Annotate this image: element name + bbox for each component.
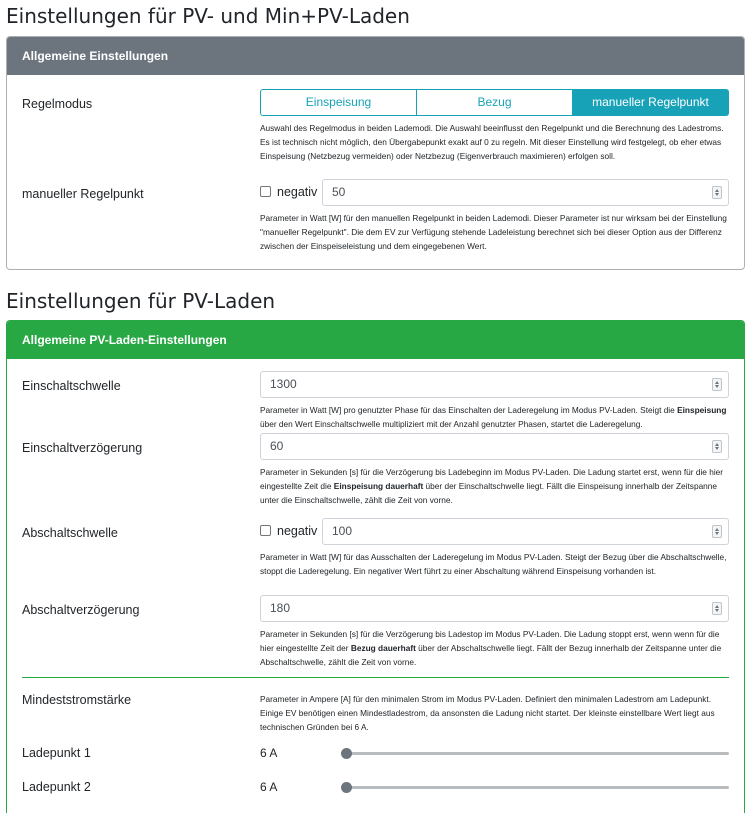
manueller-regelpunkt-negativ[interactable] [260, 179, 317, 206]
mindeststromstaerke-label: Mindeststromstärke [22, 693, 132, 707]
regelmodus-bezug-button[interactable]: Bezug [417, 89, 573, 116]
mindeststromstaerke-row [22, 690, 729, 740]
ladepunkt-1-row [22, 743, 729, 763]
abschaltverzoegerung-row [22, 595, 729, 675]
manueller-regelpunkt-row [22, 179, 729, 259]
manueller-regelpunkt-label: manueller Regelpunkt [22, 187, 144, 201]
einschaltverzoegerung-row [22, 433, 729, 513]
abschaltverzoegerung-help: Parameter in Sekunden [s] für die Verzögerung bis Ladestop im Modus PV-Laden. Die Ladung stoppt erst, wenn wenn für die hier eingestellte Zeit der Bezug dauerhaft über der Abschaltschwelle liegt. Fällt der Bezug innerhalb der Zeitspanne unter die Abschaltschwelle, zählt die Zeit von vorne. [260, 629, 722, 667]
ladepunkt-2-value: 6 A [260, 780, 278, 794]
manueller-regelpunkt-value: 50 [332, 185, 346, 199]
ladepunkt-1-value: 6 A [260, 746, 278, 760]
pv-settings-card [6, 320, 745, 813]
spinner-icon[interactable] [712, 440, 722, 453]
einschaltverzoegerung-value: 60 [270, 439, 284, 453]
negativ-checkbox[interactable] [260, 525, 271, 536]
manueller-regelpunkt-help: Parameter in Watt [W] für den manuellen Regelpunkt in beiden Lademodi. Dieser Parameter ist nur wirksam bei der Einstellung "manueller Regelpunkt". Die dem EV zur Verfügung stehende Ladeleistung berechnet sich bei dieser Option aus der Differenz zwischen der Einspeiseleistung und dem eingegebenen Wert. [260, 213, 727, 251]
einschaltverzoegerung-input[interactable] [260, 433, 729, 460]
ladepunkt-2-label: Ladepunkt 2 [22, 780, 91, 794]
einschaltschwelle-label: Einschaltschwelle [22, 379, 121, 393]
abschaltverzoegerung-value: 180 [270, 601, 291, 615]
regelmodus-label: Regelmodus [22, 97, 93, 111]
ladepunkt-1-slider-thumb[interactable] [341, 748, 352, 759]
spinner-icon[interactable] [712, 525, 722, 538]
ladepunkt-2-row [22, 777, 729, 797]
ladepunkt-2-slider-thumb[interactable] [341, 782, 352, 793]
page-title-pv-min-pv: Einstellungen für PV- und Min+PV-Laden [6, 4, 410, 28]
manueller-regelpunkt-input[interactable] [322, 179, 729, 206]
regelmodus-manueller-regelpunkt-button[interactable]: manueller Regelpunkt [573, 89, 729, 116]
regelmodus-einspeisung-button[interactable]: Einspeisung [260, 89, 417, 116]
spinner-icon[interactable] [712, 186, 722, 199]
abschaltschwelle-help: Parameter in Watt [W] für das Ausschalten der Laderegelung im Modus PV-Laden. Steigt der Bezug über die Abschaltschwelle, stoppt die Laderegelung. Ein negativer Wert führt zu einer Abschaltung während Einspeisung vorhanden ist. [260, 552, 727, 576]
negativ-checkbox-label: negativ [277, 524, 318, 538]
mindeststromstaerke-help: Parameter in Ampere [A] für den minimalen Strom im Modus PV-Laden. Definiert den minimalen Ladestrom am Ladepunkt. Einige EV benötigen einen Mindestladestrom, da ansonsten die Ladung nicht startet. Der kleinste einstellbare Wert liegt aus technischen Gründen bei 6 A. [260, 694, 715, 732]
page-title-pv: Einstellungen für PV-Laden [6, 289, 276, 313]
einschaltschwelle-value: 1300 [270, 377, 297, 391]
section-divider [22, 677, 729, 678]
regelmodus-button-group [260, 89, 729, 116]
einschaltschwelle-input[interactable] [260, 371, 729, 398]
abschaltschwelle-row [22, 518, 729, 598]
regelmodus-help: Auswahl des Regelmodus in beiden Lademodi. Die Auswahl beeinflusst den Regelpunkt und die Berechnung des Ladestroms. Es ist technisch nicht möglich, den Übergabepunkt exakt auf 0 zu regeln. Mit dieser Einstellung wird festgelegt, ob eher etwas Einspeisung (Netzbezug vermeiden) oder Netzbezug (Eigenverbrauch maximieren) erfolgen soll. [260, 123, 724, 161]
negativ-checkbox[interactable] [260, 186, 271, 197]
general-settings-header: Allgemeine Einstellungen [7, 37, 744, 75]
ladepunkt-1-label: Ladepunkt 1 [22, 746, 91, 760]
ladepunkt-2-slider[interactable] [346, 786, 729, 789]
einschaltschwelle-row [22, 371, 729, 431]
negativ-checkbox-label: negativ [277, 185, 318, 199]
abschaltverzoegerung-label: Abschaltverzögerung [22, 603, 140, 617]
ladepunkt-1-slider[interactable] [346, 752, 729, 755]
abschaltschwelle-label: Abschaltschwelle [22, 526, 118, 540]
einschaltverzoegerung-label: Einschaltverzögerung [22, 441, 143, 455]
general-settings-card [6, 36, 745, 270]
abschaltverzoegerung-input[interactable] [260, 595, 729, 622]
abschaltschwelle-negativ[interactable] [260, 518, 317, 545]
spinner-icon[interactable] [712, 378, 722, 391]
einschaltverzoegerung-help: Parameter in Sekunden [s] für die Verzögerung bis Ladebeginn im Modus PV-Laden. Die Ladung startet erst, wenn für die hier eingestellte Zeit die Einspeisung dauerhaft über der Einschaltschwelle liegt. Fällt die Einspeisung innerhalb der Zeitspanne unter die Einschaltschwelle, zählt die Zeit von vorne. [260, 467, 724, 505]
einschaltschwelle-help: Parameter in Watt [W] pro genutzter Phase für das Einschalten der Laderegelung im Modus PV-Laden. Steigt die Einspeisung über den Wert Einschaltschwelle multipliziert mit der Anzahl genutzter Phasen, startet die Laderegelung. [260, 405, 727, 429]
spinner-icon[interactable] [712, 602, 722, 615]
abschaltschwelle-input[interactable] [322, 518, 729, 545]
abschaltschwelle-value: 100 [332, 524, 353, 538]
pv-settings-header: Allgemeine PV-Laden-Einstellungen [7, 321, 744, 359]
